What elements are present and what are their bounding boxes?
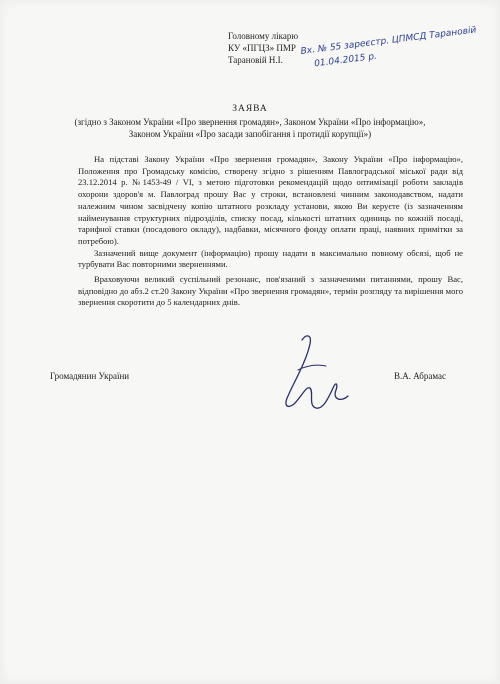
body-paragraph-2: Зазначений вище документ (інформацію) прошу надати в максимально повному обсязі, щоб не турбувати Вас повторними зверненнями. xyxy=(78,247,463,270)
addressee-line-1: Головному лікарю xyxy=(228,31,299,41)
document-title: ЗАЯВА xyxy=(232,104,268,114)
document-body xyxy=(78,154,463,309)
handnote-line-1: Вх. № 55 зареєстр. ЦПМСД Тарановій xyxy=(300,25,477,57)
handwritten-signature xyxy=(272,330,352,420)
signer-status: Громадянин України xyxy=(50,371,130,381)
addressee-block xyxy=(228,30,298,66)
body-paragraph-1: На підставі Закону України «Про звернення громадян», Закону України «Про інформацію», Положення про Громадську комісію, створену згідно з рішенням Павлоградської міської ради від 23.12.2014 р. №1453-49 / VI, з метою підготовки рекомендацій щодо оптимізації роботи закладів охорони здоров'я м. Павлоград прошу Вас у строки, встановлені чинним законодавством, надати належним чином засвідчену копію штатного розкладу установи, якою Ви керуєте (із зазначенням найменування структурних підрозділів, списку посад, кількості штатних одиниць по кожній посаді, тарифної ставки (посадового окладу), надбавки, місячного фонду оплати праці, наявних примітки за потребою). xyxy=(78,154,463,246)
addressee-line-3: Тарановій Н.І. xyxy=(228,55,283,65)
signer-name: В.А. Абрамас xyxy=(394,371,446,381)
handnote-line-2: 01.04.2015 р. xyxy=(313,51,378,70)
body-paragraph-3: Враховуючи великий суспільний резонанс, пов'язаний з зазначеними питаннями, прошу Вас, відповідно до абз.2 ст.20 Закону України «Про звернення громадян», термін розгляду та вирішення мого звернення скоротити до 5 календарних днів. xyxy=(78,274,463,308)
addressee-line-2: КУ «ПГЦЗ» ПМР xyxy=(228,43,296,53)
handwritten-registration-note xyxy=(300,24,479,71)
document-subtitle: (згідно з Законом України «Про звернення громадян», Законом України «Про інформацію», Законом України «Про засади запобігання і протидії корупції») xyxy=(74,117,426,139)
